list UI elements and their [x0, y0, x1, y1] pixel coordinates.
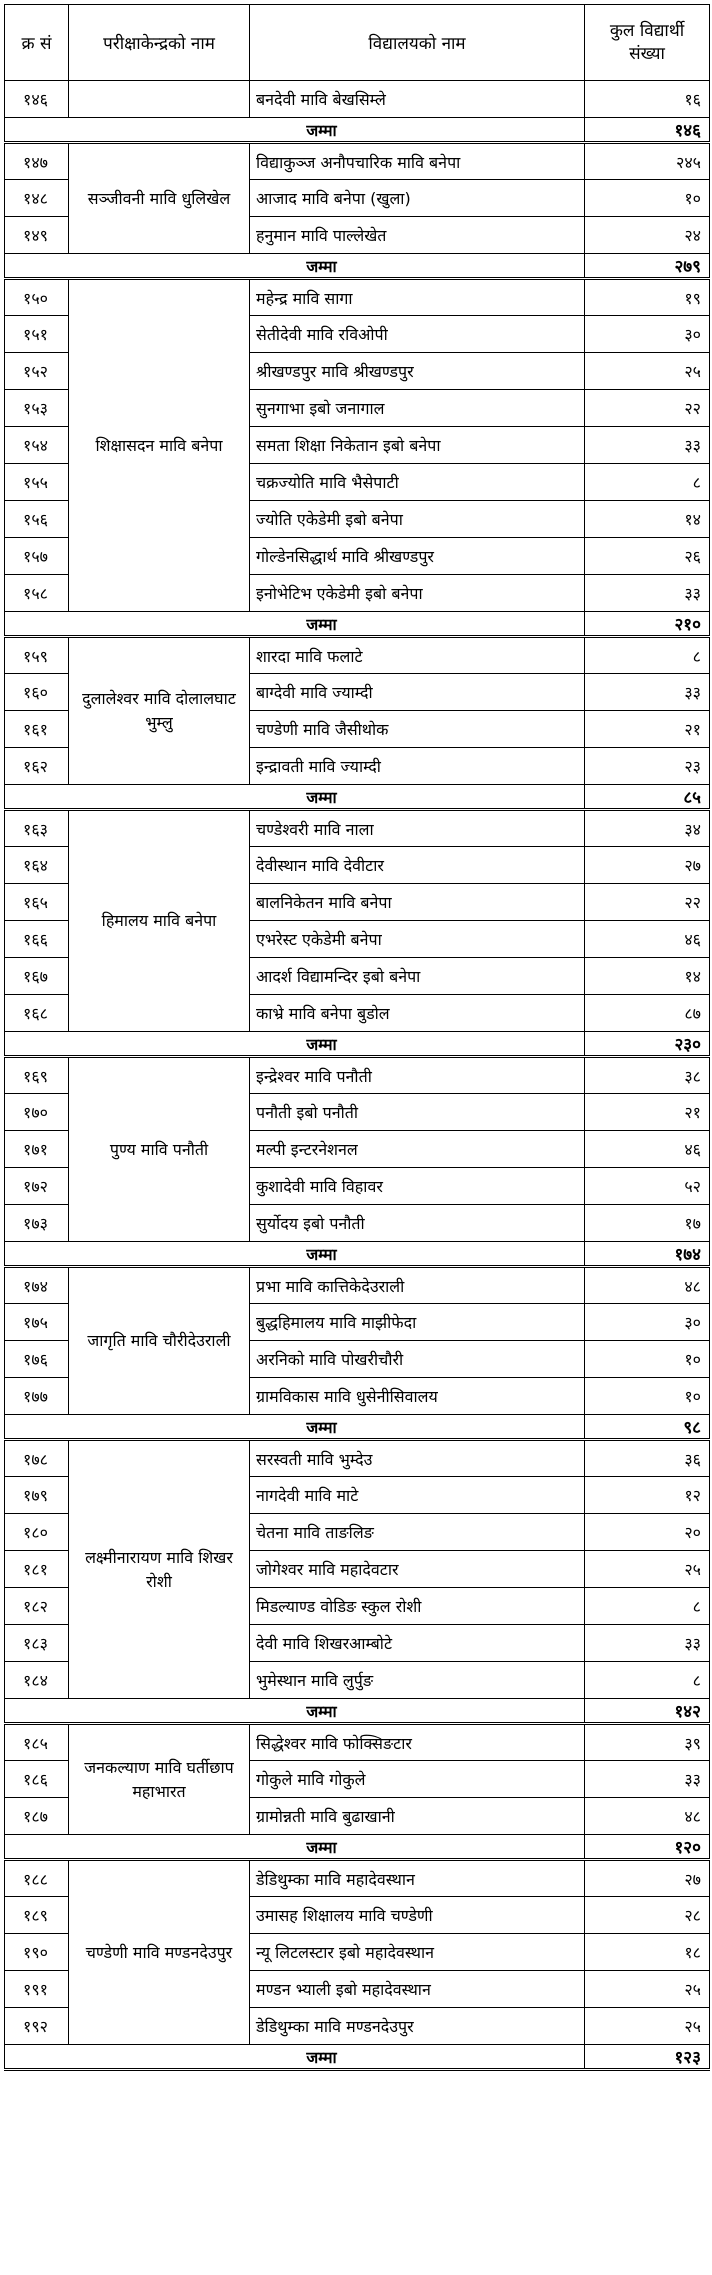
school-name: मण्डन भ्याली इबो महादेवस्थान [250, 1971, 585, 2008]
header-center: परीक्षाकेन्द्रको नाम [69, 5, 250, 81]
serial-number: १५१ [5, 316, 69, 353]
school-name: बाग्देवी मावि ज्याम्दी [250, 674, 585, 711]
student-count: २५ [585, 1551, 710, 1588]
student-count: २६ [585, 538, 710, 575]
total-row [5, 612, 710, 637]
exam-center-name: जागृति मावि चौरीदेउराली [69, 1267, 250, 1415]
serial-number: १७७ [5, 1378, 69, 1415]
student-count: १० [585, 1341, 710, 1378]
serial-number: १६९ [5, 1057, 69, 1094]
serial-number: १५९ [5, 637, 69, 674]
table-row [5, 1724, 710, 1761]
student-count: ३८ [585, 1057, 710, 1094]
serial-number: १७४ [5, 1267, 69, 1304]
school-name: इन्द्रावती मावि ज्याम्दी [250, 748, 585, 785]
school-name: नागदेवी मावि माटे [250, 1477, 585, 1514]
total-value: २३० [585, 1032, 710, 1057]
school-name: मिडल्याण्ड वोडिङ स्कुल रोशी [250, 1588, 585, 1625]
student-count: ८ [585, 464, 710, 501]
table-row [5, 810, 710, 847]
school-name: बनदेवी मावि बेखसिम्ले [250, 81, 585, 118]
total-row [5, 1242, 710, 1267]
school-name: सिद्धेश्वर मावि फोक्सिङटार [250, 1724, 585, 1761]
table-row [5, 81, 710, 118]
student-count: ३३ [585, 1761, 710, 1798]
serial-number: १८२ [5, 1588, 69, 1625]
total-value: ८५ [585, 785, 710, 810]
school-name: गोल्डेनसिद्धार्थ मावि श्रीखण्डपुर [250, 538, 585, 575]
total-label: जम्मा [5, 612, 585, 637]
serial-number: १७१ [5, 1131, 69, 1168]
school-name: आजाद मावि बनेपा (खुला) [250, 180, 585, 217]
school-name: न्यू लिटलस्टार इबो महादेवस्थान [250, 1934, 585, 1971]
total-row [5, 1699, 710, 1724]
serial-number: १८८ [5, 1860, 69, 1897]
school-name: हनुमान मावि पाल्लेखेत [250, 217, 585, 254]
school-name: डेडिथुम्का मावि महादेवस्थान [250, 1860, 585, 1897]
student-count: १२ [585, 1477, 710, 1514]
school-name: चक्रज्योति मावि भैसेपाटी [250, 464, 585, 501]
serial-number: १८५ [5, 1724, 69, 1761]
total-value: १२० [585, 1835, 710, 1860]
serial-number: १९१ [5, 1971, 69, 2008]
school-name: डेडिथुम्का मावि मण्डनदेउपुर [250, 2008, 585, 2045]
school-name: सेतीदेवी मावि रविओपी [250, 316, 585, 353]
table-body [5, 81, 710, 2070]
student-count: ३३ [585, 427, 710, 464]
student-count: २४ [585, 217, 710, 254]
school-name: काभ्रे मावि बनेपा बुडोल [250, 995, 585, 1032]
exam-center-name: शिक्षासदन मावि बनेपा [69, 279, 250, 612]
student-count: २४५ [585, 143, 710, 180]
serial-number: १६८ [5, 995, 69, 1032]
school-name: देवी मावि शिखरआम्बोटे [250, 1625, 585, 1662]
school-name: महेन्द्र मावि सागा [250, 279, 585, 316]
student-count: १४ [585, 958, 710, 995]
student-count: २७ [585, 847, 710, 884]
serial-number: १५६ [5, 501, 69, 538]
exam-center-table [4, 4, 710, 2071]
student-count: ४८ [585, 1267, 710, 1304]
total-label: जम्मा [5, 1242, 585, 1267]
student-count: ३४ [585, 810, 710, 847]
school-name: ग्रामविकास मावि धुसेनीसिवालय [250, 1378, 585, 1415]
student-count: ४६ [585, 921, 710, 958]
total-row [5, 1415, 710, 1440]
student-count: ८ [585, 1588, 710, 1625]
school-name: एभरेस्ट एकेडेमी बनेपा [250, 921, 585, 958]
student-count: ३९ [585, 1724, 710, 1761]
table-header-row [5, 5, 710, 81]
serial-number: १६१ [5, 711, 69, 748]
total-value: २७९ [585, 254, 710, 279]
exam-center-name: लक्ष्मीनारायण मावि शिखर रोशी [69, 1440, 250, 1699]
school-name: सुनगाभा इबो जनागाल [250, 390, 585, 427]
school-name: प्रभा मावि कात्तिकेदेउराली [250, 1267, 585, 1304]
total-value: ९८ [585, 1415, 710, 1440]
school-name: बुद्धहिमालय मावि माझीफेदा [250, 1304, 585, 1341]
serial-number: १४६ [5, 81, 69, 118]
student-count: २५ [585, 2008, 710, 2045]
serial-number: १५० [5, 279, 69, 316]
student-count: १८ [585, 1934, 710, 1971]
total-value: २१० [585, 612, 710, 637]
table-row [5, 1057, 710, 1094]
school-name: जोगेश्वर मावि महादेवटार [250, 1551, 585, 1588]
school-name: उमासह शिक्षालय मावि चण्डेणी [250, 1897, 585, 1934]
total-label: जम्मा [5, 118, 585, 143]
serial-number: १५२ [5, 353, 69, 390]
student-count: १० [585, 1378, 710, 1415]
serial-number: १४७ [5, 143, 69, 180]
table-row [5, 143, 710, 180]
serial-number: १८१ [5, 1551, 69, 1588]
serial-number: १४८ [5, 180, 69, 217]
school-name: पनौती इबो पनौती [250, 1094, 585, 1131]
school-name: ग्रामोन्नती मावि बुढाखानी [250, 1798, 585, 1835]
serial-number: १७५ [5, 1304, 69, 1341]
serial-number: १५८ [5, 575, 69, 612]
header-school: विद्यालयको नाम [250, 5, 585, 81]
student-count: १९ [585, 279, 710, 316]
table-row [5, 1440, 710, 1477]
school-name: अरनिको मावि पोखरीचौरी [250, 1341, 585, 1378]
total-label: जम्मा [5, 1032, 585, 1057]
serial-number: १५५ [5, 464, 69, 501]
serial-number: १५४ [5, 427, 69, 464]
school-name: सुर्योदय इबो पनौती [250, 1205, 585, 1242]
total-label: जम्मा [5, 254, 585, 279]
student-count: ३३ [585, 674, 710, 711]
serial-number: १६४ [5, 847, 69, 884]
serial-number: १६० [5, 674, 69, 711]
serial-number: १७० [5, 1094, 69, 1131]
student-count: २३ [585, 748, 710, 785]
total-row [5, 254, 710, 279]
serial-number: १७३ [5, 1205, 69, 1242]
serial-number: १८६ [5, 1761, 69, 1798]
school-name: आदर्श विद्यामन्दिर इबो बनेपा [250, 958, 585, 995]
student-count: ४८ [585, 1798, 710, 1835]
student-count: ३३ [585, 1625, 710, 1662]
school-name: कुशादेवी मावि विहावर [250, 1168, 585, 1205]
serial-number: १७६ [5, 1341, 69, 1378]
total-row [5, 1032, 710, 1057]
serial-number: १४९ [5, 217, 69, 254]
school-name: इन्द्रेश्वर मावि पनौती [250, 1057, 585, 1094]
exam-center-name: सञ्जीवनी मावि धुलिखेल [69, 143, 250, 254]
exam-center-name: हिमालय मावि बनेपा [69, 810, 250, 1032]
school-name: सरस्वती मावि भुम्देउ [250, 1440, 585, 1477]
student-count: २१ [585, 1094, 710, 1131]
total-row [5, 118, 710, 143]
exam-center-name [69, 81, 250, 118]
school-name: मल्पी इन्टरनेशनल [250, 1131, 585, 1168]
student-count: ३० [585, 1304, 710, 1341]
student-count: १४ [585, 501, 710, 538]
school-name: इनोभेटिभ एकेडेमी इबो बनेपा [250, 575, 585, 612]
header-students: कुल विद्यार्थी संख्या [585, 5, 710, 81]
header-serial: क्र सं [5, 5, 69, 81]
table-row [5, 1267, 710, 1304]
student-count: १० [585, 180, 710, 217]
serial-number: १९० [5, 1934, 69, 1971]
student-count: २८ [585, 1897, 710, 1934]
student-count: २२ [585, 390, 710, 427]
school-name: गोकुले मावि गोकुले [250, 1761, 585, 1798]
total-row [5, 1835, 710, 1860]
student-count: २७ [585, 1860, 710, 1897]
school-name: बालनिकेतन मावि बनेपा [250, 884, 585, 921]
serial-number: १७८ [5, 1440, 69, 1477]
serial-number: १६५ [5, 884, 69, 921]
student-count: ४६ [585, 1131, 710, 1168]
exam-center-name: पुण्य मावि पनौती [69, 1057, 250, 1242]
student-count: २२ [585, 884, 710, 921]
total-value: १२३ [585, 2045, 710, 2070]
total-value: १४६ [585, 118, 710, 143]
total-label: जम्मा [5, 1835, 585, 1860]
total-row [5, 785, 710, 810]
school-name: चण्डेश्वरी मावि नाला [250, 810, 585, 847]
school-name: चण्डेणी मावि जैसीथोक [250, 711, 585, 748]
total-label: जम्मा [5, 1699, 585, 1724]
school-name: शारदा मावि फलाटे [250, 637, 585, 674]
table-row [5, 279, 710, 316]
serial-number: १८४ [5, 1662, 69, 1699]
exam-center-name: दुलालेश्वर मावि दोलालघाट भुम्लु [69, 637, 250, 785]
total-label: जम्मा [5, 785, 585, 810]
serial-number: १८९ [5, 1897, 69, 1934]
serial-number: १८३ [5, 1625, 69, 1662]
serial-number: १६२ [5, 748, 69, 785]
school-name: चेतना मावि ताङलिङ [250, 1514, 585, 1551]
school-name: विद्याकुञ्ज अनौपचारिक मावि बनेपा [250, 143, 585, 180]
student-count: ५२ [585, 1168, 710, 1205]
student-count: २१ [585, 711, 710, 748]
serial-number: १५३ [5, 390, 69, 427]
serial-number: १८७ [5, 1798, 69, 1835]
exam-center-name: चण्डेणी मावि मण्डनदेउपुर [69, 1860, 250, 2045]
student-count: ३६ [585, 1440, 710, 1477]
serial-number: १५७ [5, 538, 69, 575]
school-name: देवीस्थान मावि देवीटार [250, 847, 585, 884]
serial-number: १६७ [5, 958, 69, 995]
school-name: श्रीखण्डपुर मावि श्रीखण्डपुर [250, 353, 585, 390]
total-row [5, 2045, 710, 2070]
total-value: १७४ [585, 1242, 710, 1267]
student-count: ८ [585, 1662, 710, 1699]
student-count: ३० [585, 316, 710, 353]
serial-number: १६६ [5, 921, 69, 958]
exam-center-name: जनकल्याण मावि घर्तीछाप महाभारत [69, 1724, 250, 1835]
school-name: ज्योति एकेडेमी इबो बनेपा [250, 501, 585, 538]
serial-number: १७२ [5, 1168, 69, 1205]
table-row [5, 1860, 710, 1897]
student-count: ८ [585, 637, 710, 674]
student-count: १६ [585, 81, 710, 118]
student-count: २० [585, 1514, 710, 1551]
student-count: २५ [585, 353, 710, 390]
school-name: भुमेस्थान मावि लुर्पुङ [250, 1662, 585, 1699]
student-count: १७ [585, 1205, 710, 1242]
total-value: १४२ [585, 1699, 710, 1724]
total-label: जम्मा [5, 1415, 585, 1440]
student-count: २५ [585, 1971, 710, 2008]
student-count: ३३ [585, 575, 710, 612]
serial-number: १६३ [5, 810, 69, 847]
serial-number: १९२ [5, 2008, 69, 2045]
school-name: समता शिक्षा निकेतान इबो बनेपा [250, 427, 585, 464]
serial-number: १८० [5, 1514, 69, 1551]
student-count: ८७ [585, 995, 710, 1032]
table-row [5, 637, 710, 674]
total-label: जम्मा [5, 2045, 585, 2070]
serial-number: १७९ [5, 1477, 69, 1514]
